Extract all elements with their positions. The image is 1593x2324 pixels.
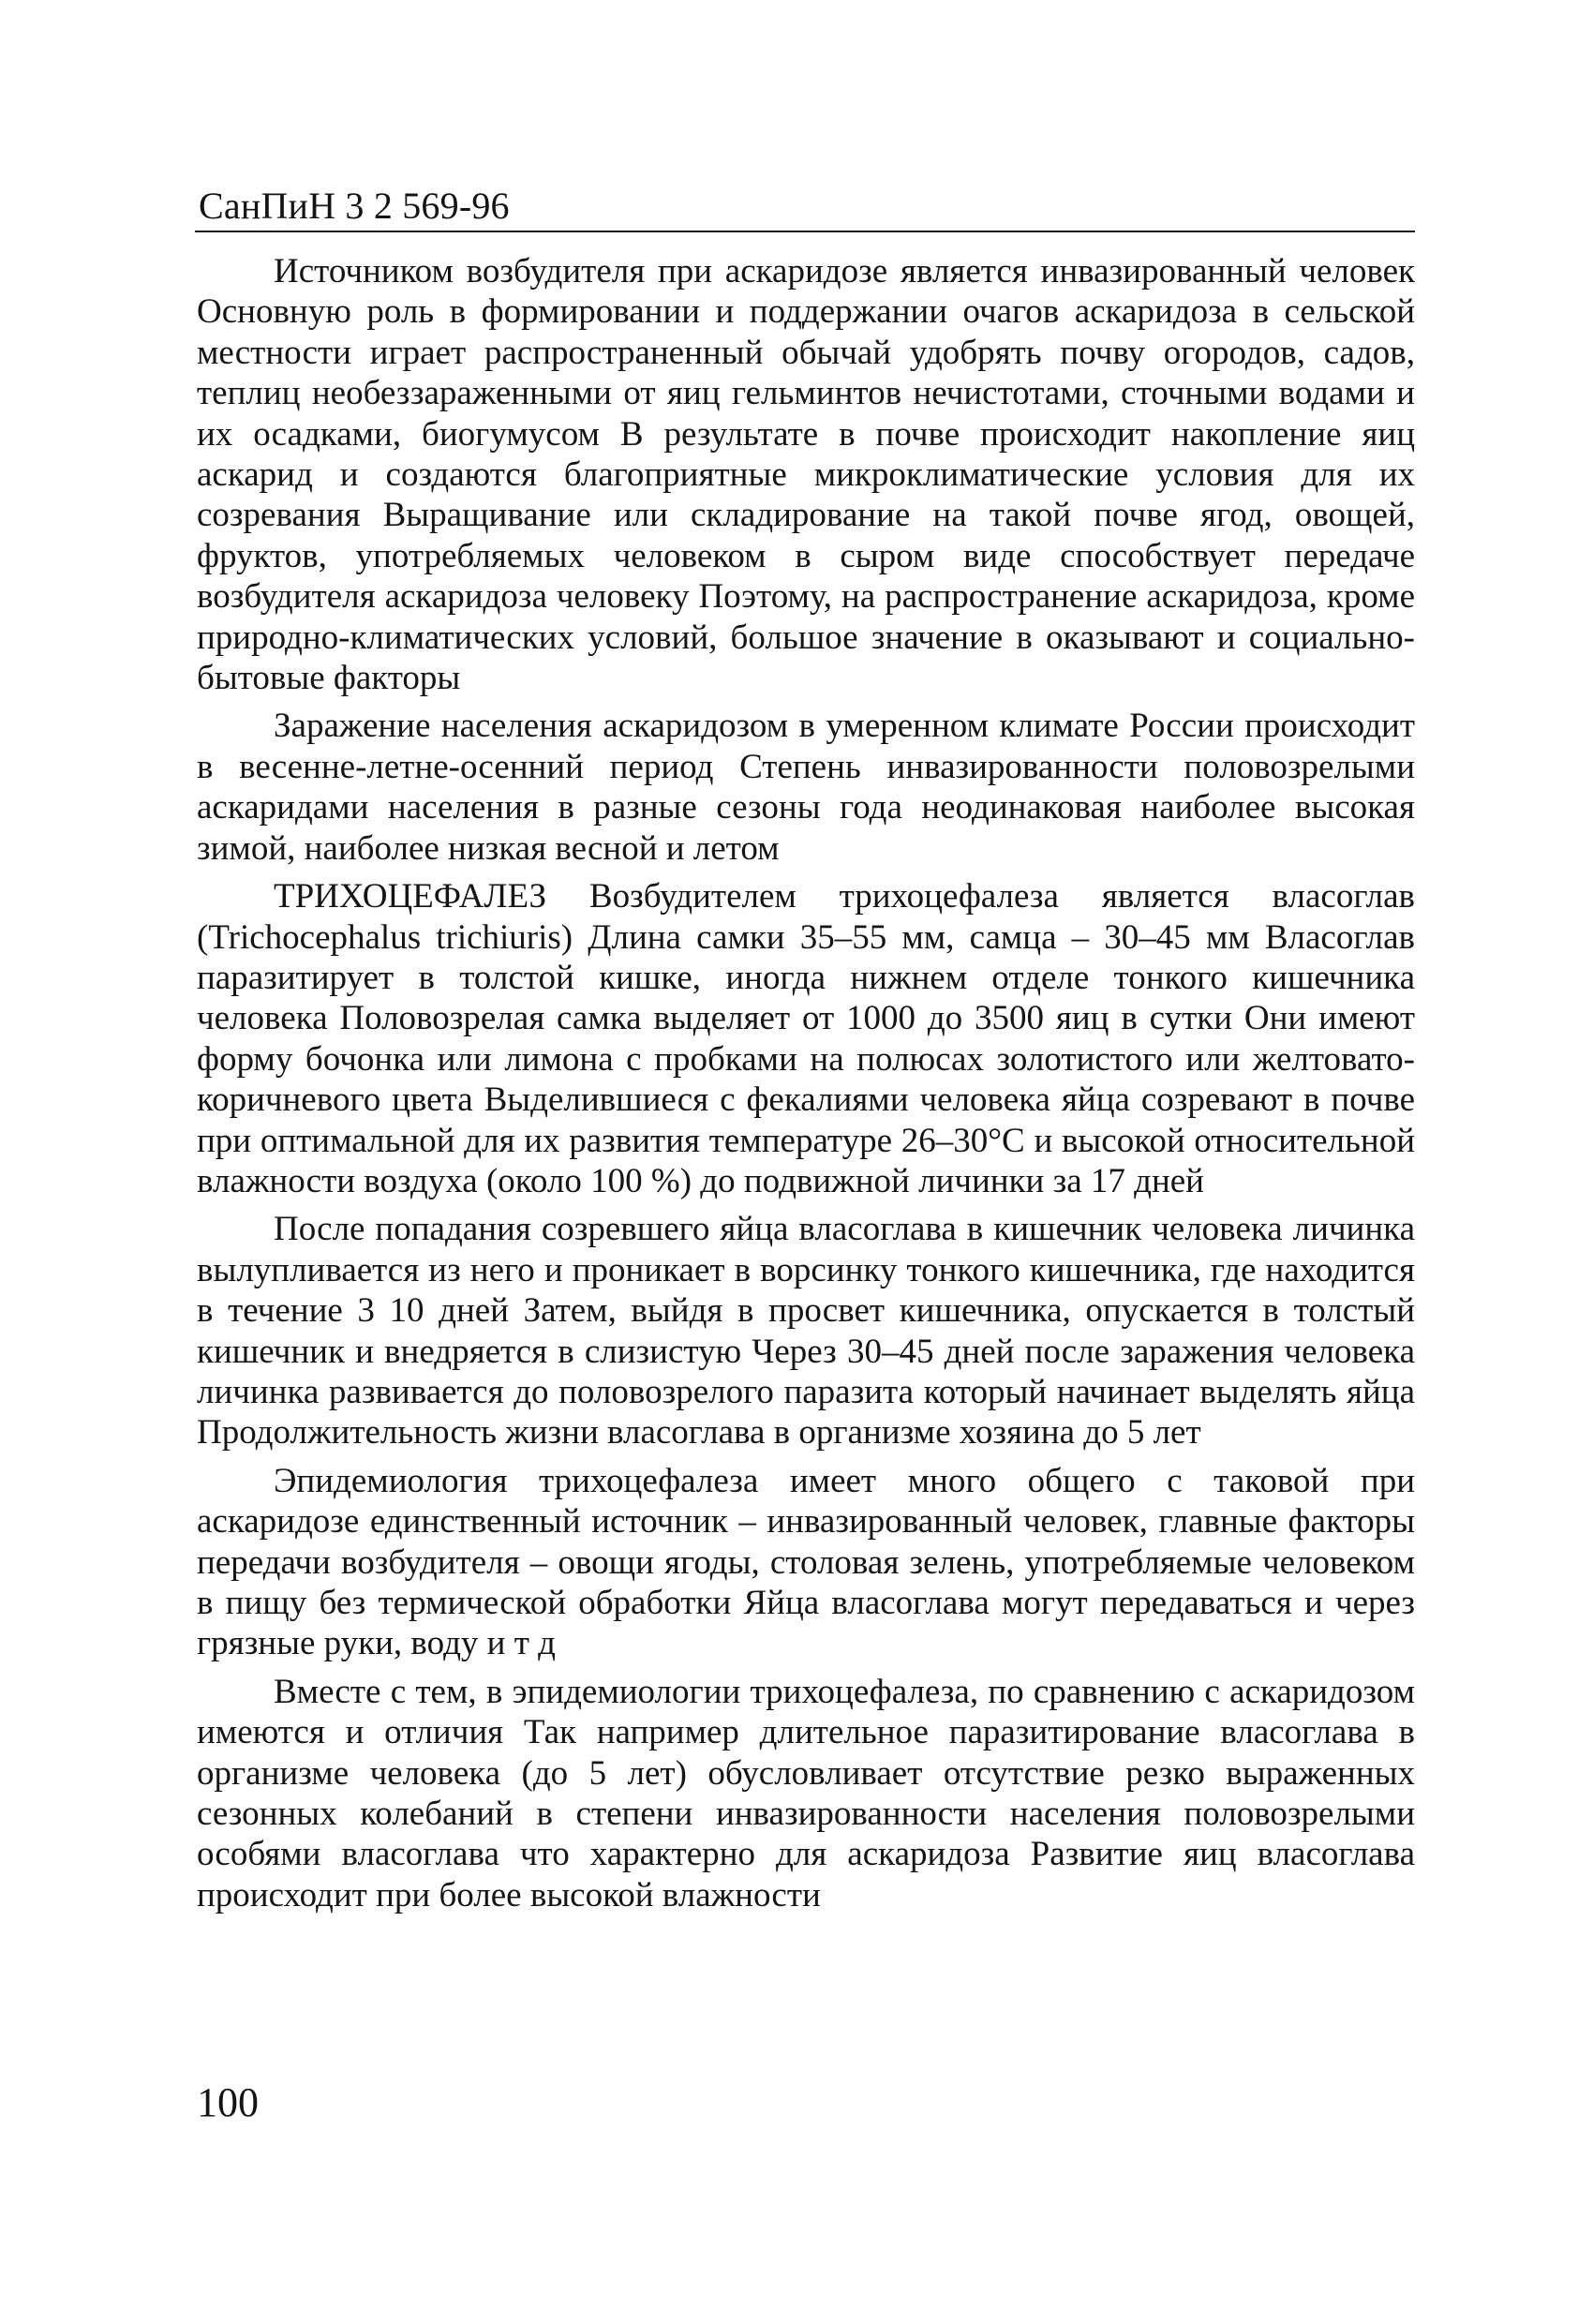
paragraph-text: Эпидемиология трихоцефалеза имеет много общего с таковой при аскаридозе единственный источник – инвазированный человек, главные факторы передачи возбудителя – овощи ягоды, столовая зелень, употребляемые человеком в пищу без термической обработки Яйца власоглава могут передаваться и через грязные руки, воду и т д [197, 1461, 1415, 1663]
section-heading: ТРИХОЦЕФАЛЕЗ [274, 877, 547, 916]
paragraph-text: Источником возбудителя при аскаридозе является инвазированный человек Основную роль в формировании и поддержании очагов аскаридоза в сельской местности играет распространенный обычай удобрять почву огородов, садов, теплиц необеззараженными от яиц гельминтов нечистотами, сточными водами и их осадками, биогумусом В результате в почве происходит накопление яиц аскарид и создаются благоприятные микроклиматические условия для их созревания Выращивание или складирование на такой почве ягод, овощей, фруктов, употребляемых человеком в сыром виде способствует передаче возбудителя аскаридоза человеку Поэтому, на распространение аскаридоза, кроме природно-климатических условий, большое значение в оказывают и социально-бытовые факторы [197, 252, 1415, 698]
paragraph [197, 1209, 1415, 1452]
body-text [197, 251, 1415, 1923]
paragraph [197, 1672, 1415, 1915]
paragraph [197, 251, 1415, 698]
page-number: 100 [197, 2079, 259, 2125]
running-header: СанПиН 3 2 569-96 [199, 185, 510, 227]
paragraph-text: Вместе с тем, в эпидемиологии трихоцефалеза, по сравнению с аскаридозом имеются и отличия Так например длительное паразитирование власоглава в организме человека (до 5 лет) обусловливает отсутствие резко выраженных сезонных колебаний в степени инвазированности населения половозрелыми особями власоглава что характерно для аскаридоза Развитие яиц власоглава происходит при более высокой влажности [197, 1672, 1415, 1914]
paragraph [197, 876, 1415, 1201]
header-divider [195, 231, 1415, 232]
paragraph-text: Заражение населения аскаридозом в умеренном климате России происходит в весенне-летне-осенний период Степень инвазированности половозрелыми аскаридами населения в разные сезоны года неодинаковая наиболее высокая зимой, наиболее низкая весной и летом [197, 707, 1415, 868]
paragraph-text: После попадания созревшего яйца власоглава в кишечник человека личинка вылупливается из него и проникает в ворсинку тонкого кишечника, где находится в течение 3 10 дней Затем, выйдя в просвет кишечника, опускается в толстый кишечник и внедряется в слизистую Через 30–45 дней после заражения человека личинка развивается до половозрелого паразита который начинает выделять яйца Продолжительность жизни власоглава в организме хозяина до 5 лет [197, 1210, 1415, 1452]
paragraph [197, 706, 1415, 869]
paragraph-text: Возбудителем трихоцефалеза является власоглав (Trichocephalus trichiuris) Длина самки 35–55 мм, самца – 30–45 мм Власоглав паразитирует в толстой кишке, иногда нижнем отделе тонкого кишечника человека Половозрелая самка выделяет от 1000 до 3500 яиц в сутки Они имеют форму бочонка или лимона с пробками на полюсах золотистого или желтовато-коричневого цвета Выделившиеся с фекалиями человека яйца созревают в почве при оптимальной для их развития температуре 26–30°С и высокой относительной влажности воздуха (около 100 %) до подвижной личинки за 17 дней [197, 877, 1415, 1200]
paragraph [197, 1461, 1415, 1664]
